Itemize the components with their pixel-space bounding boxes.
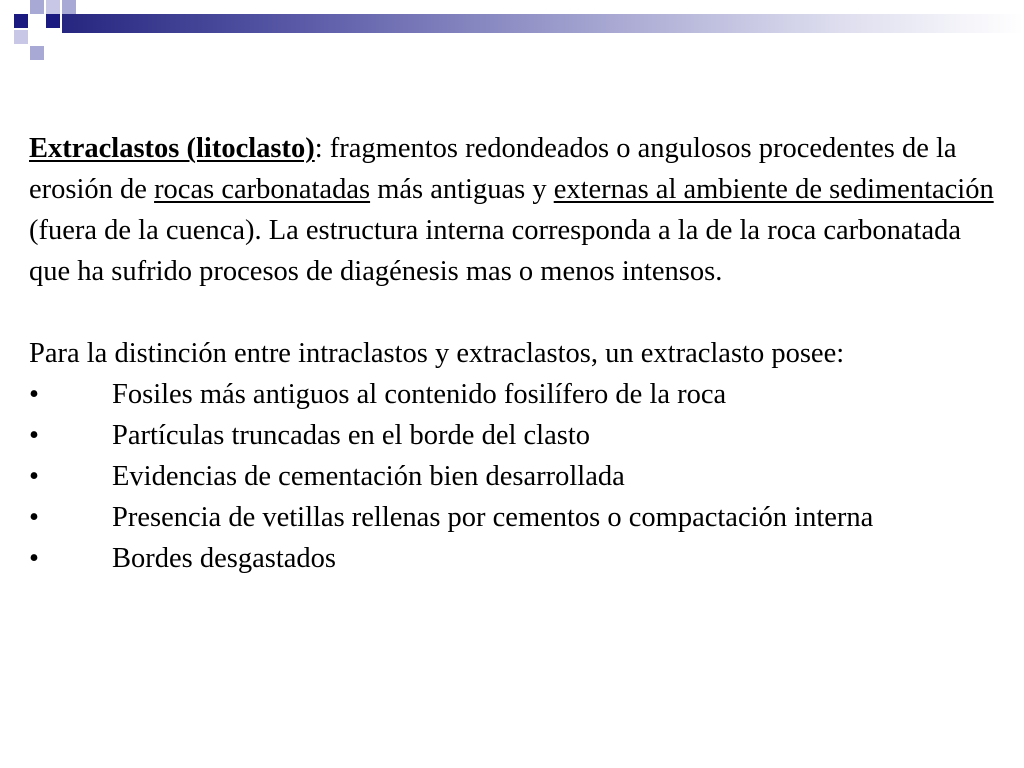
term-heading: Extraclastos (litoclasto) xyxy=(29,133,315,164)
bullet-marker: • xyxy=(29,420,39,451)
deco-square-navy-1 xyxy=(14,14,28,28)
definition-text-3: (fuera de la cuenca). La estructura interna corresponda a la de la roca carbonatada que ha sufrido procesos de diagénesis mas o menos intensos. xyxy=(29,215,962,287)
deco-square-lavender-5 xyxy=(30,46,44,60)
bullet-marker: • xyxy=(29,379,39,410)
bullet-text: Bordes desgastados xyxy=(112,543,337,574)
deco-square-lavender-2 xyxy=(46,0,60,14)
deco-square-lavender-4 xyxy=(14,30,28,44)
bullet-marker: • xyxy=(29,502,39,533)
term-colon: : xyxy=(314,133,323,164)
header-gradient-bar xyxy=(62,14,1024,33)
bullet-item xyxy=(29,497,1009,538)
paragraph-spacer xyxy=(29,292,1009,333)
bullet-item xyxy=(29,415,1009,456)
underlined-term-rocas: rocas carbonatadas xyxy=(154,174,371,205)
definition-text-1: fragmentos redondeados o angulosos procedentes de la erosión de xyxy=(29,133,957,205)
bullet-marker: • xyxy=(29,543,39,574)
bullet-text: Partículas truncadas en el borde del clasto xyxy=(112,420,590,451)
bullet-item xyxy=(29,456,1009,497)
slide-body xyxy=(29,128,1009,579)
bullet-item xyxy=(29,374,1009,415)
deco-square-lavender-3 xyxy=(62,0,76,14)
bullet-text: Fosiles más antiguos al contenido fosilífero de la roca xyxy=(112,379,727,410)
definition-text-2: más antiguas y xyxy=(370,174,554,205)
deco-square-lavender-1 xyxy=(30,0,44,14)
bullet-text: Presencia de vetillas rellenas por cementos o compactación interna xyxy=(112,502,874,533)
bullet-text: Evidencias de cementación bien desarrollada xyxy=(112,461,625,492)
distinction-intro: Para la distinción entre intraclastos y extraclastos, un extraclasto posee: xyxy=(29,338,845,369)
bullet-marker: • xyxy=(29,461,39,492)
definition-paragraph xyxy=(29,128,1009,292)
slide-header-decoration xyxy=(0,0,1024,70)
underlined-term-externas: externas al ambiente de sedimentación xyxy=(553,174,994,205)
bullet-item xyxy=(29,538,1009,579)
deco-square-navy-2 xyxy=(46,14,60,28)
